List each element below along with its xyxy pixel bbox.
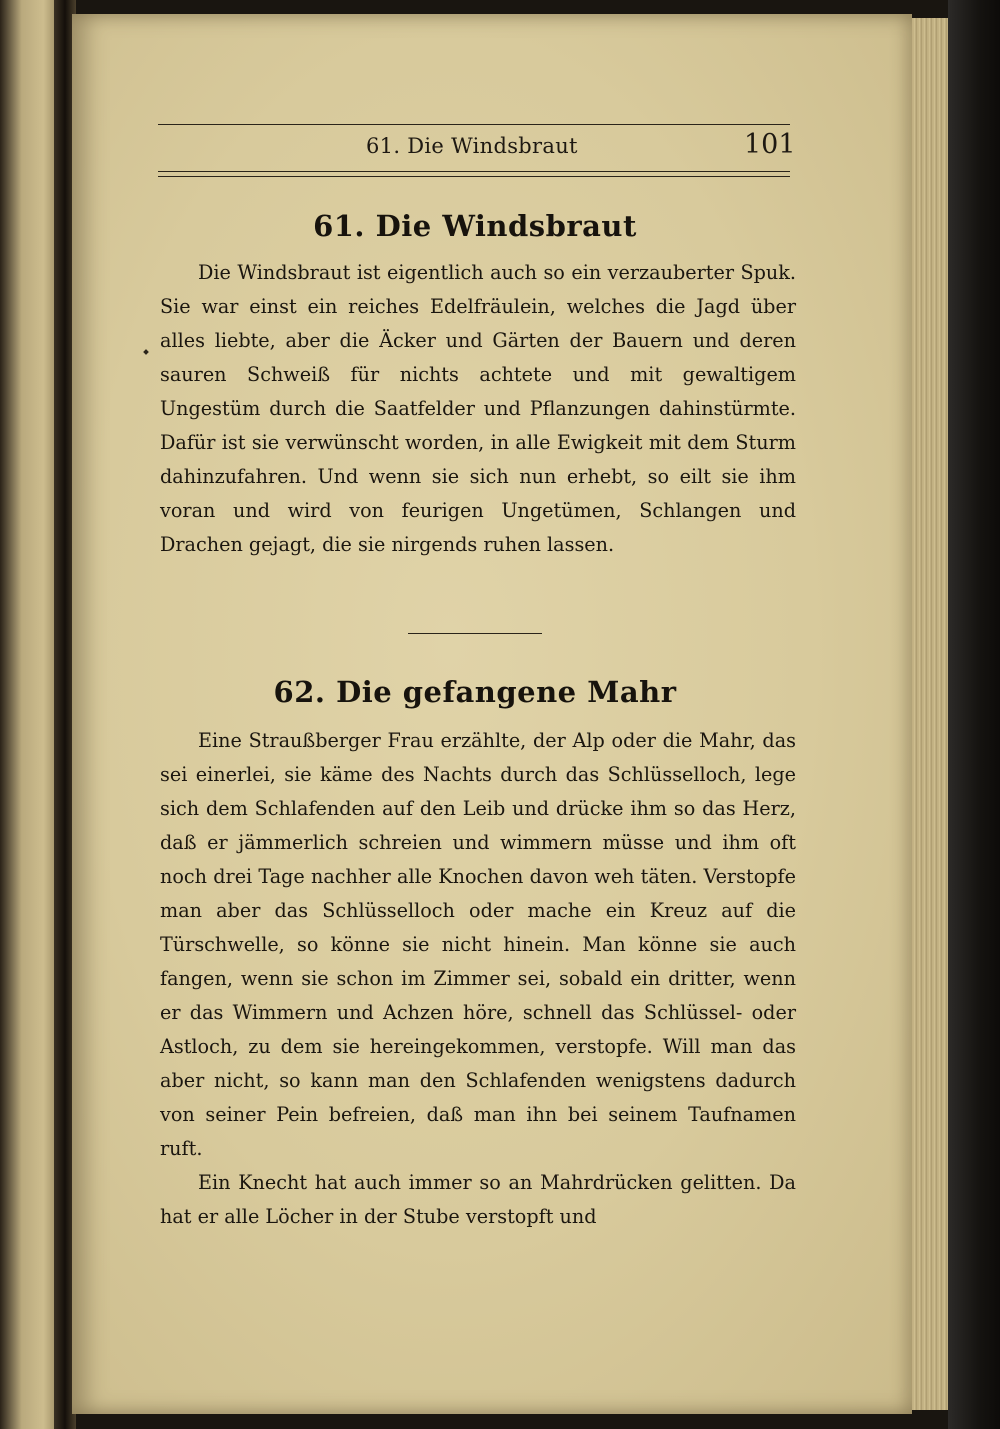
header-rule-bottom-double <box>158 176 790 177</box>
section-body <box>160 256 796 562</box>
header-rule-top <box>158 124 790 125</box>
section-body <box>160 724 796 1234</box>
page-number: 101 <box>744 129 796 160</box>
paragraph: Ein Knecht hat auch immer so an Mahrdrücken gelitten. Da hat er alle Löcher in der Stube verstopft und <box>160 1171 796 1228</box>
left-page-edge <box>0 0 62 1429</box>
section-title: 62. Die gefangene Mahr <box>273 675 677 709</box>
running-head: 61. Die Windsbraut <box>366 134 578 158</box>
page-stack-edge <box>908 18 952 1410</box>
paragraph: Eine Straußberger Frau erzählte, der Alp oder die Mahr, das sei einerlei, sie käme des Nachts durch das Schlüsselloch, lege sich dem Schlafenden auf den Leib und drücke ihm so das Herz, daß er jämmerlich schreien und wimmern müsse und ihm oft noch drei Tage nachher alle Knochen davon weh täten. Verstopfe man aber das Schlüsselloch oder mache ein Kreuz auf die Türschwelle, so könne sie nicht hinein. Man könne sie auch fangen, wenn sie schon im Zimmer sei, sobald ein dritter, wenn er das Wimmern und Achzen höre, schnell das Schlüssel- oder Astloch, zu dem sie hereingekommen, verstopfe. Will man das aber nicht, so kann man den Schlafenden wenigstens dadurch von seiner Pein befreien, daß man ihn bei seinem Taufnamen ruft. <box>160 729 796 1160</box>
book-cover-edge <box>948 0 1000 1429</box>
paragraph: Die Windsbraut ist eigentlich auch so ein verzauberter Spuk. Sie war einst ein reiches Edelfräulein, welches die Jagd über alles liebte, aber die Äcker und Gärten der Bauern und deren sauren Schweiß für nichts achtete und mit gewaltigem Ungestüm durch die Saatfelder und Pflanzungen dahinstürmte. Dafür ist sie verwünscht worden, in alle Ewigkeit mit dem Sturm dahinzufahren. Und wenn sie sich nun erhebt, so eilt sie ihm voran und wird von feurigen Ungetümen, Schlangen und Drachen gejagt, die sie nirgends ruhen lassen. <box>160 261 796 556</box>
section-title: 61. Die Windsbraut <box>313 209 637 243</box>
header-rule-bottom <box>158 171 790 172</box>
section-separator <box>408 633 542 634</box>
